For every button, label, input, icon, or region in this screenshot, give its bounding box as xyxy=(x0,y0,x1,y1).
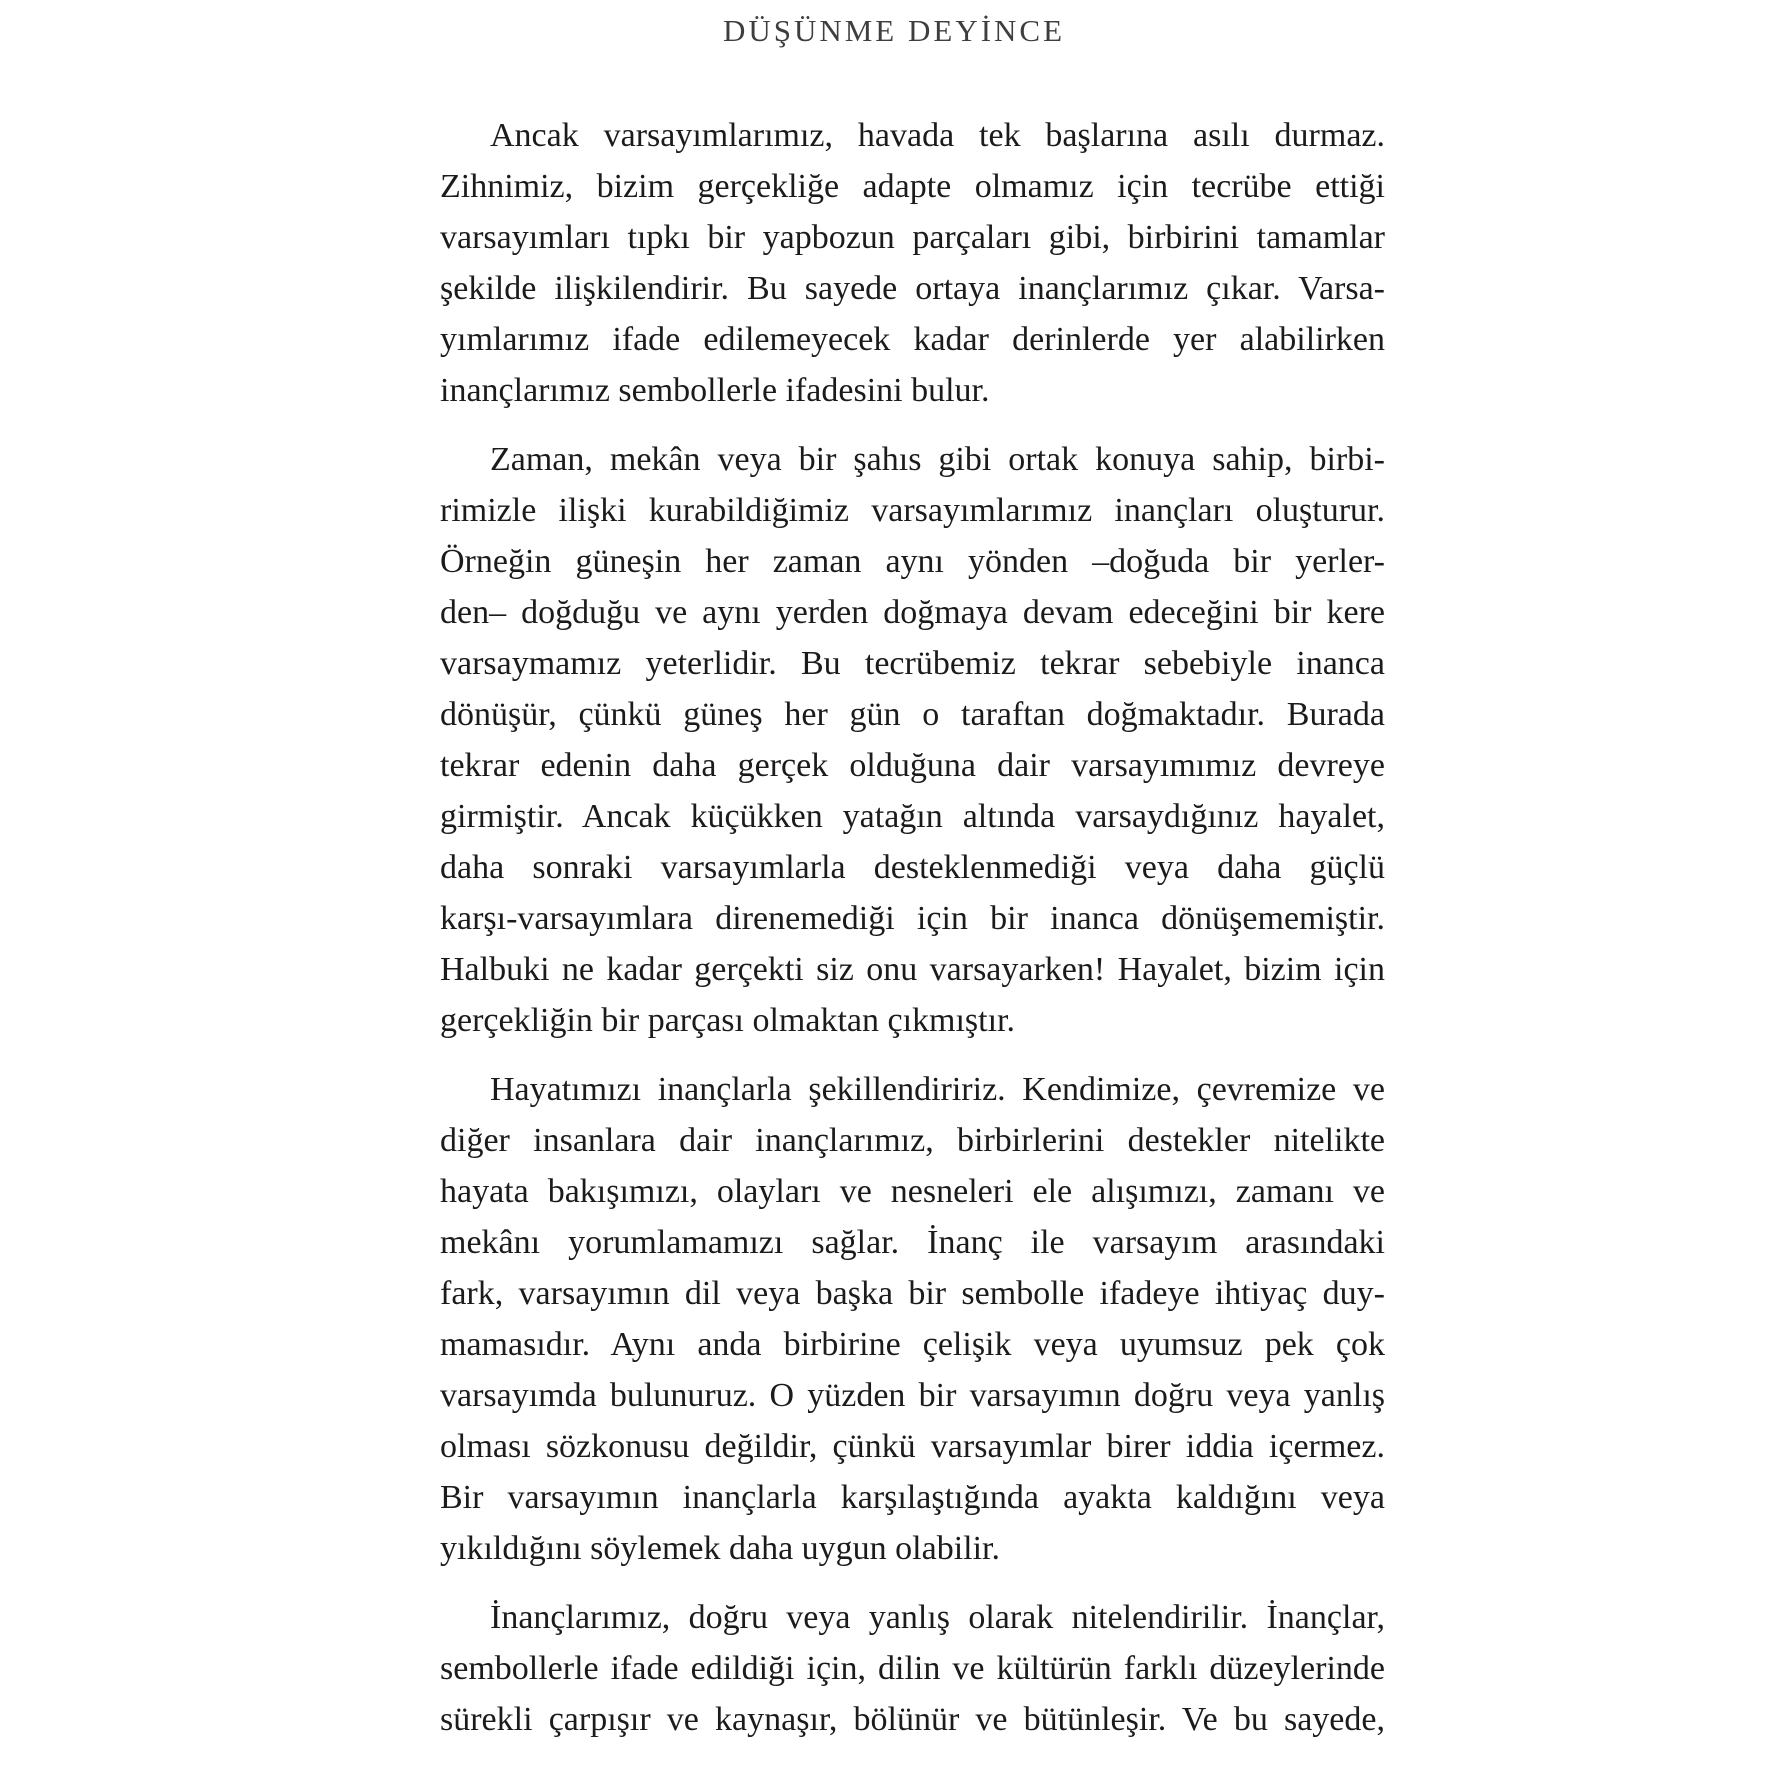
text-line: varsayımları tıpkı bir yapbozun parçaları gibi, birbirini tamamlar xyxy=(440,219,1385,256)
text-line: tekrar edenin daha gerçek olduğuna dair varsayımımız devreye xyxy=(440,747,1385,784)
text-line: Zaman, mekân veya bir şahıs gibi ortak konuya sahip, birbi- xyxy=(490,441,1385,478)
text-line: rimizle ilişki kurabildiğimiz varsayımlarımız inançları oluşturur. xyxy=(440,492,1385,529)
text-line: İnançlarımız, doğru veya yanlış olarak nitelendirilir. İnançlar, xyxy=(490,1599,1385,1636)
text-line: dönüşür, çünkü güneş her gün o taraftan doğmaktadır. Burada xyxy=(440,696,1385,733)
text-line: Ancak varsayımlarımız, havada tek başlarına asılı durmaz. xyxy=(490,117,1385,154)
text-line: Zihnimiz, bizim gerçekliğe adapte olmamız için tecrübe ettiği xyxy=(440,168,1385,205)
text-line: yımlarımız ifade edilemeyecek kadar derinlerde yer alabilirken xyxy=(440,321,1385,358)
text-line: mamasıdır. Aynı anda birbirine çelişik veya uyumsuz pek çok xyxy=(440,1326,1385,1363)
paragraph xyxy=(440,1064,1385,1574)
text-line: gerçekliğin bir parçası olmaktan çıkmıştır. xyxy=(440,1002,1015,1039)
text-line: hayata bakışımızı, olayları ve nesneleri ele alışımızı, zamanı ve xyxy=(440,1173,1385,1210)
text-line: yıkıldığını söylemek daha uygun olabilir. xyxy=(440,1530,1000,1567)
text-line: varsaymamız yeterlidir. Bu tecrübemiz tekrar sebebiyle inanca xyxy=(440,645,1385,682)
text-line: olması sözkonusu değildir, çünkü varsayımlar birer iddia içermez. xyxy=(440,1428,1385,1465)
text-line: Bir varsayımın inançlarla karşılaştığında ayakta kaldığını veya xyxy=(440,1479,1385,1516)
paragraph xyxy=(440,1592,1385,1745)
text-line: mekânı yorumlamamızı sağlar. İnanç ile varsayım arasındaki xyxy=(440,1224,1385,1261)
body-text xyxy=(440,110,1385,1745)
text-line: sembollerle ifade edildiği için, dilin ve kültürün farklı düzeylerinde xyxy=(440,1650,1385,1687)
text-line: şekilde ilişkilendirir. Bu sayede ortaya inançlarımız çıkar. Varsa- xyxy=(440,270,1385,307)
text-line: Halbuki ne kadar gerçekti siz onu varsayarken! Hayalet, bizim için xyxy=(440,951,1385,988)
paragraph xyxy=(440,434,1385,1046)
text-line: Hayatımızı inançlarla şekillendiririz. Kendimize, çevremize ve xyxy=(490,1071,1385,1108)
running-header: DÜŞÜNME DEYİNCE xyxy=(722,13,1066,48)
text-line: girmiştir. Ancak küçükken yatağın altında varsaydığınız hayalet, xyxy=(440,798,1385,835)
text-line: sürekli çarpışır ve kaynaşır, bölünür ve bütünleşir. Ve bu sayede, xyxy=(440,1701,1385,1738)
text-line: varsayımda bulunuruz. O yüzden bir varsayımın doğru veya yanlış xyxy=(440,1377,1385,1414)
text-line: fark, varsayımın dil veya başka bir sembolle ifadeye ihtiyaç duy- xyxy=(440,1275,1385,1312)
text-line: diğer insanlara dair inançlarımız, birbirlerini destekler nitelikte xyxy=(440,1122,1385,1159)
paragraph xyxy=(440,110,1385,416)
text-line: karşı-varsayımlara direnemediği için bir inanca dönüşememiştir. xyxy=(440,900,1385,937)
text-line: inançlarımız sembollerle ifadesini bulur. xyxy=(440,372,990,409)
text-line: Örneğin güneşin her zaman aynı yönden –doğuda bir yerler- xyxy=(440,543,1385,580)
text-line: daha sonraki varsayımlarla desteklenmediği veya daha güçlü xyxy=(440,849,1385,886)
text-line: den– doğduğu ve aynı yerden doğmaya devam edeceğini bir kere xyxy=(440,594,1385,631)
